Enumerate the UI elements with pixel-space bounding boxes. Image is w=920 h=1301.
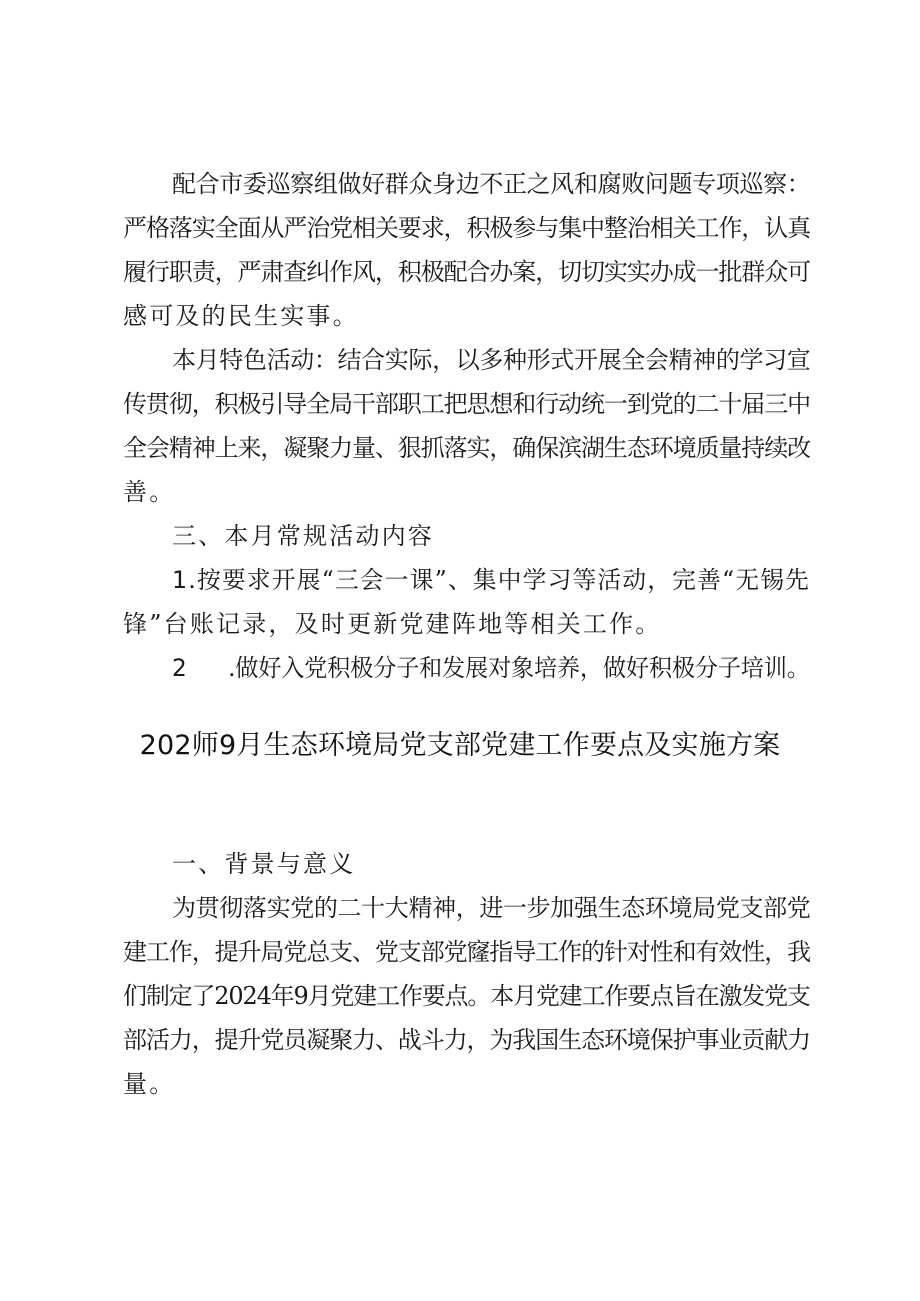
section-3-heading: 三、本月常规活动内容 <box>172 522 434 550</box>
para2-line-2: 传贯彻，积极引导全局干部职工把思想和行动统一到党的二十届三中 <box>123 390 810 418</box>
para1-line-1: 配合市委巡察组做好群众身边不正之风和腐败问题专项巡察： <box>172 170 811 198</box>
item-1-text: .按要求开展“三会一课”、集中学习等活动，完善“无锡先 <box>188 566 811 594</box>
section-1-heading: 一、背景与意义 <box>172 850 356 878</box>
item-2-line <box>172 652 810 684</box>
para3-line-2: 建工作，提升局党总支、党支部党窿指导工作的针对性和有效性，我 <box>123 938 810 966</box>
item-2-number: 2 <box>172 654 187 682</box>
para1-line-2: 严格落实全面从严治党相关要求，积极参与集中整治相关工作，认真 <box>123 214 810 242</box>
item-2-text: .做好入党积极分子和发展对象培养，做好积极分子培训。 <box>228 654 810 682</box>
para2-line-4: 善。 <box>123 478 176 506</box>
para3-line-5: 量。 <box>123 1070 176 1098</box>
item-1-line-1 <box>172 564 810 596</box>
para3-line-1: 为贯彻落实党的二十大精神，进一步加强生态环境局党支部党 <box>172 894 811 922</box>
item-1-line-2: 锋”台账记录，及时更新党建阵地等相关工作。 <box>123 610 662 638</box>
para2-line-1: 本月特色活动：结合实际，以多种形式开展全会精神的学习宣 <box>172 346 811 374</box>
para3-line-4: 部活力，提升党员凝聚力、战斗力，为我国生态环境保护事业贡献力 <box>123 1026 810 1054</box>
para1-line-4: 感可及的民生实事。 <box>123 302 359 330</box>
document-title: 202师9月生态环境局党支部党建工作要点及实施方案 <box>139 730 781 761</box>
para2-line-3: 全会精神上来，凝聚力量、狠抓落实，确保滨湖生态环境质量持续改 <box>123 434 810 462</box>
para1-line-3: 履行职责，严肃查纠作风，积极配合办案，切切实实办成一批群众可 <box>123 258 810 286</box>
item-1-number: 1 <box>172 566 189 594</box>
para3-line-3: 们制定了2024年9月党建工作要点。本月党建工作要点旨在激发党支 <box>123 982 810 1010</box>
